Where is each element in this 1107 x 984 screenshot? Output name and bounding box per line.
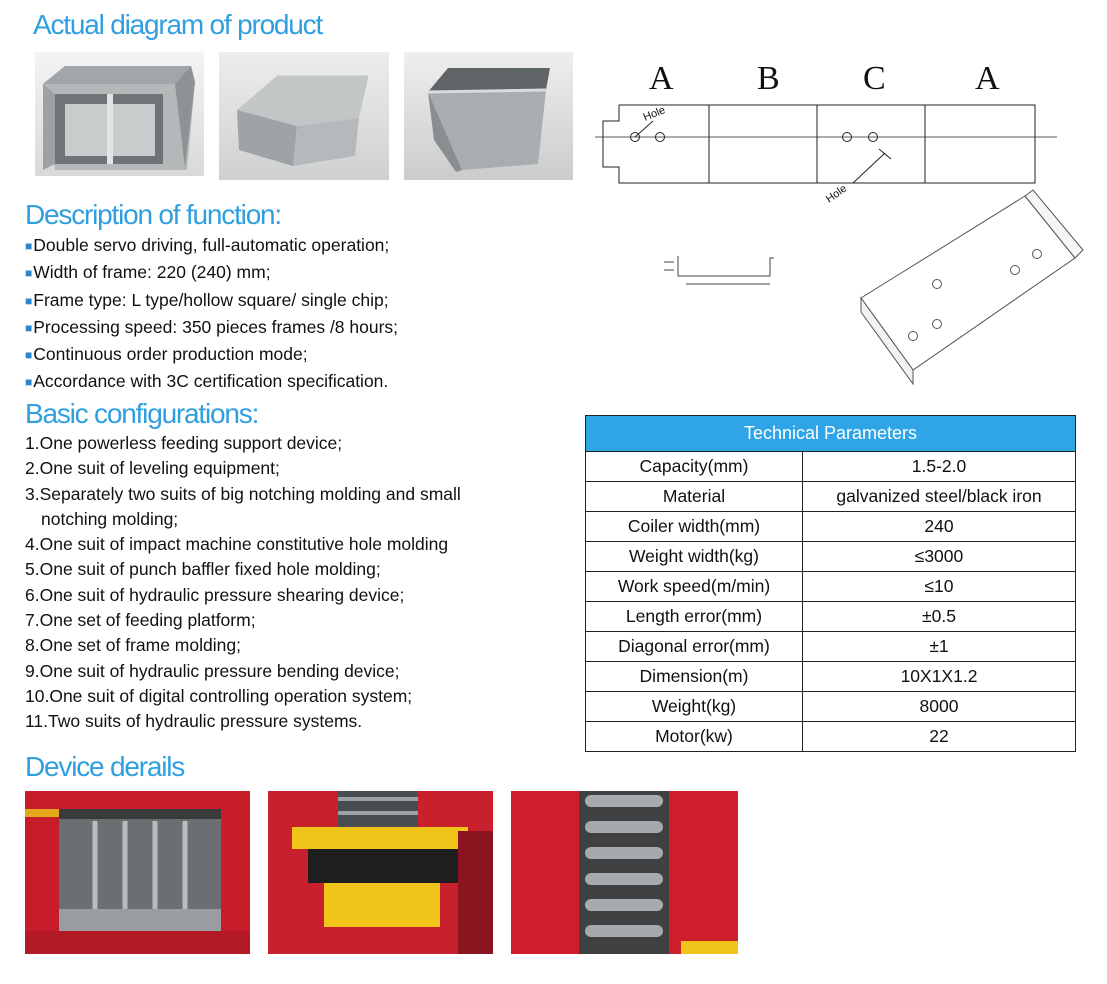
section-label-a-left: A (649, 60, 674, 97)
list-item: 7.One set of feeding platform; (25, 610, 256, 631)
channel-isometric-drawing (855, 188, 1085, 388)
param-label: Coiler width(mm) (586, 512, 803, 542)
param-label: Material (586, 482, 803, 512)
config-heading: Basic configurations: (25, 398, 259, 429)
list-item: ■Accordance with 3C certification specification. (25, 371, 389, 392)
table-row (586, 572, 1076, 602)
param-value: 8000 (803, 692, 1076, 722)
product-photo-closed-box (219, 52, 389, 180)
param-value: ±0.5 (803, 602, 1076, 632)
param-label: Weight width(kg) (586, 542, 803, 572)
param-label: Length error(mm) (586, 602, 803, 632)
list-item: ■Width of frame: 220 (240) mm; (25, 262, 271, 283)
table-row (586, 722, 1076, 752)
function-heading: Description of function: (25, 199, 282, 230)
table-row (586, 632, 1076, 662)
param-value: ≤10 (803, 572, 1076, 602)
param-value: 240 (803, 512, 1076, 542)
list-item: ■Double servo driving, full-automatic operation; (25, 235, 390, 255)
list-item-continuation: notching molding; (41, 508, 179, 529)
section-label-a-right: A (975, 60, 1000, 97)
param-value: 1.5-2.0 (803, 452, 1076, 482)
table-row (586, 692, 1076, 722)
product-photo-hollow-frame (35, 52, 204, 176)
hole-label-bottom: Hole (823, 182, 850, 206)
list-item: ■Continuous order production mode; (25, 344, 308, 365)
param-label: Motor(kw) (586, 722, 803, 752)
product-heading: Actual diagram of product (33, 9, 323, 40)
technical-parameters-table (585, 415, 1076, 752)
param-label: Work speed(m/min) (586, 572, 803, 602)
list-item: ■Processing speed: 350 pieces frames /8 hours; (25, 316, 399, 337)
device-photo-hole-molding (25, 791, 250, 954)
square-bullet-icon: ■ (25, 239, 33, 253)
param-label: Capacity(mm) (586, 452, 803, 482)
square-bullet-icon: ■ (25, 266, 33, 281)
config-list (25, 431, 461, 735)
profile-section-sketch (660, 250, 780, 290)
section-label-b: B (757, 60, 780, 97)
square-bullet-icon: ■ (25, 348, 33, 363)
table-header: Technical Parameters (586, 416, 1076, 452)
list-item: 1.One powerless feeding support device; (25, 433, 343, 453)
device-photo-notching-molding (268, 791, 493, 954)
list-item: 2.One suit of leveling equipment; (25, 458, 280, 479)
param-label: Dimension(m) (586, 662, 803, 692)
list-item: 6.One suit of hydraulic pressure shearing device; (25, 584, 405, 605)
hole-label-top: Hole (641, 104, 668, 124)
param-value: galvanized steel/black iron (803, 482, 1076, 512)
frame-flat-pattern-drawing (595, 55, 1065, 210)
table-row (586, 452, 1076, 482)
param-value: 10X1X1.2 (803, 662, 1076, 692)
param-value: ±1 (803, 632, 1076, 662)
list-item: 9.One suit of hydraulic pressure bending device; (25, 660, 400, 681)
list-item: 8.One set of frame molding; (25, 635, 241, 656)
square-bullet-icon: ■ (25, 375, 33, 390)
table-row (586, 512, 1076, 542)
param-value: ≤3000 (803, 542, 1076, 572)
list-item: ■Frame type: L type/hollow square/ single chip; (25, 289, 389, 310)
list-item: 4.One suit of impact machine constitutive hole molding (25, 534, 449, 555)
list-item: 3.Separately two suits of big notching molding and small (25, 483, 461, 504)
function-list (25, 233, 398, 397)
table-row (586, 482, 1076, 512)
param-label: Diagonal error(mm) (586, 632, 803, 662)
list-item: 10.One suit of digital controlling operation system; (25, 685, 413, 706)
section-label-c: C (863, 60, 886, 97)
square-bullet-icon: ■ (25, 320, 33, 335)
table-row (586, 662, 1076, 692)
table-row (586, 602, 1076, 632)
table-row (586, 542, 1076, 572)
details-heading: Device derails (25, 751, 185, 782)
square-bullet-icon: ■ (25, 293, 33, 308)
param-label: Weight(kg) (586, 692, 803, 722)
device-photo-roller-forming (511, 791, 738, 954)
list-item: 11.Two suits of hydraulic pressure systems. (25, 711, 363, 732)
list-item: 5.One suit of punch baffler fixed hole molding; (25, 559, 381, 580)
product-photo-open-box (404, 52, 573, 180)
param-value: 22 (803, 722, 1076, 752)
